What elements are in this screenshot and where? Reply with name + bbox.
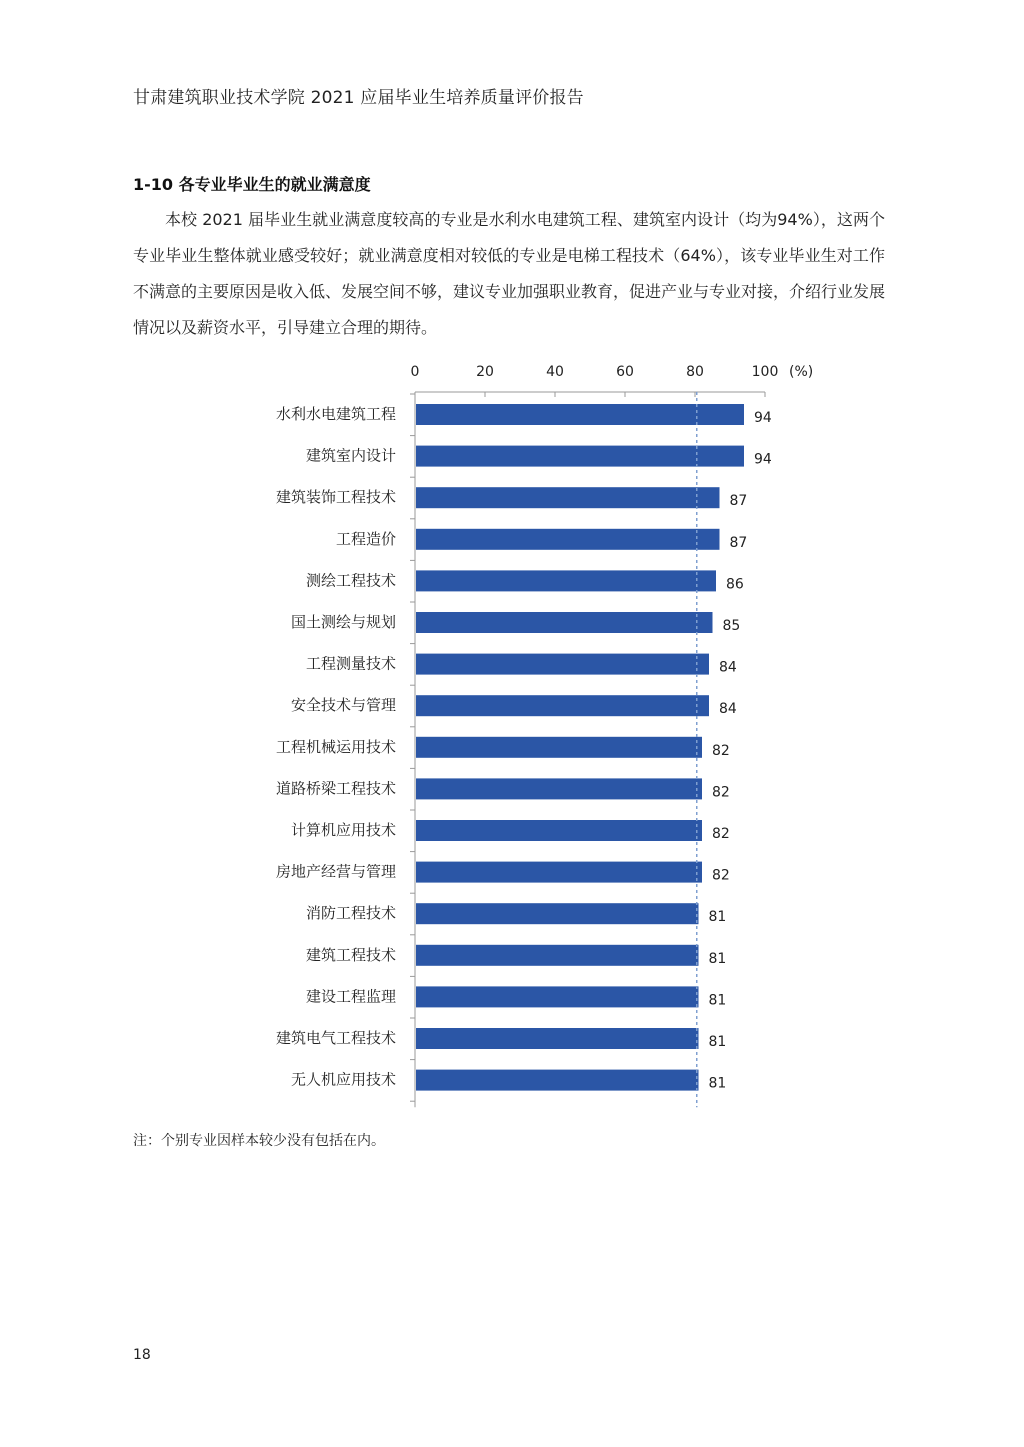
data-label: 94	[754, 410, 772, 426]
page-number: 18	[133, 1347, 151, 1363]
category-label: 工程测量技术	[305, 654, 396, 673]
bar	[416, 695, 709, 716]
body-paragraph: 本校 2021 届毕业生就业满意度较高的专业是水利水电建筑工程、建筑室内设计（均为94%），这两个专业毕业生整体就业感受较好；就业满意度相对较低的专业是电梯工程技术（64%），该专业毕业生对工作不满意的主要原因是收入低、发展空间不够，建议专业加强职业教育，促进产业与专业对接，介绍行业发展情况以及薪资水平，引导建立合理的期待。	[133, 210, 886, 337]
bar	[416, 737, 702, 758]
data-label: 84	[719, 659, 737, 676]
data-label: 85	[722, 618, 741, 634]
bar	[416, 903, 699, 924]
category-label: 建筑工程技术	[305, 945, 396, 964]
category-label: 安全技术与管理	[290, 696, 396, 715]
bar	[416, 820, 702, 841]
x-tick-label: 60	[616, 364, 634, 380]
bar	[416, 1070, 699, 1091]
data-label: 82	[712, 742, 730, 759]
category-label: 消防工程技术	[305, 904, 396, 923]
data-label: 87	[729, 534, 748, 551]
category-label: 工程机械运用技术	[275, 737, 396, 756]
data-label: 81	[708, 950, 727, 967]
category-label: 道路桥梁工程技术	[275, 779, 396, 798]
running-header: 甘肃建筑职业技术学院 2021 应届毕业生培养质量评价报告	[133, 88, 584, 108]
bar	[416, 487, 720, 508]
bar	[416, 529, 720, 550]
footnote: 注：个别专业因样本较少没有包括在内。	[133, 1133, 385, 1149]
category-label: 国土测绘与规划	[290, 613, 396, 631]
category-label: 建筑室内设计	[305, 446, 396, 465]
satisfaction-bar-chart	[0, 350, 1024, 1110]
category-label: 建设工程监理	[305, 987, 396, 1006]
category-label: 无人机应用技术	[290, 1070, 396, 1089]
bar	[416, 612, 713, 633]
category-label: 房地产经营与管理	[275, 862, 396, 881]
bar	[416, 778, 702, 799]
section-heading: 1-10 各专业毕业生的就业满意度	[133, 175, 371, 194]
x-tick-label: 0	[410, 364, 420, 380]
bar	[416, 986, 699, 1007]
x-tick-label: 80	[686, 364, 704, 380]
bar	[416, 446, 744, 467]
category-label: 水利水电建筑工程	[275, 405, 396, 423]
bar	[416, 1028, 699, 1049]
category-label: 测绘工程技术	[305, 571, 396, 590]
x-tick-label: 40	[546, 364, 564, 380]
data-label: 87	[729, 493, 748, 510]
data-label: 82	[712, 826, 730, 842]
bar	[416, 862, 702, 883]
x-tick-label: 20	[476, 364, 494, 380]
category-label: 建筑电气工程技术	[275, 1029, 396, 1047]
data-label: 81	[708, 1034, 727, 1050]
data-label: 81	[708, 909, 727, 926]
x-tick-label: 100	[751, 364, 779, 380]
data-label: 81	[708, 992, 727, 1009]
data-label: 81	[708, 1075, 727, 1092]
data-label: 82	[712, 784, 730, 801]
category-label: 建筑装饰工程技术	[275, 488, 396, 507]
category-label: 工程造价	[335, 529, 396, 548]
bar	[416, 654, 709, 675]
data-label: 94	[754, 451, 772, 468]
bar	[416, 404, 744, 425]
data-label: 86	[726, 576, 744, 593]
bar	[416, 945, 699, 966]
category-label: 计算机应用技术	[290, 821, 396, 839]
data-label: 82	[712, 867, 730, 884]
data-label: 84	[719, 701, 737, 718]
x-unit-label: (%)	[789, 364, 814, 380]
bar	[416, 570, 716, 591]
